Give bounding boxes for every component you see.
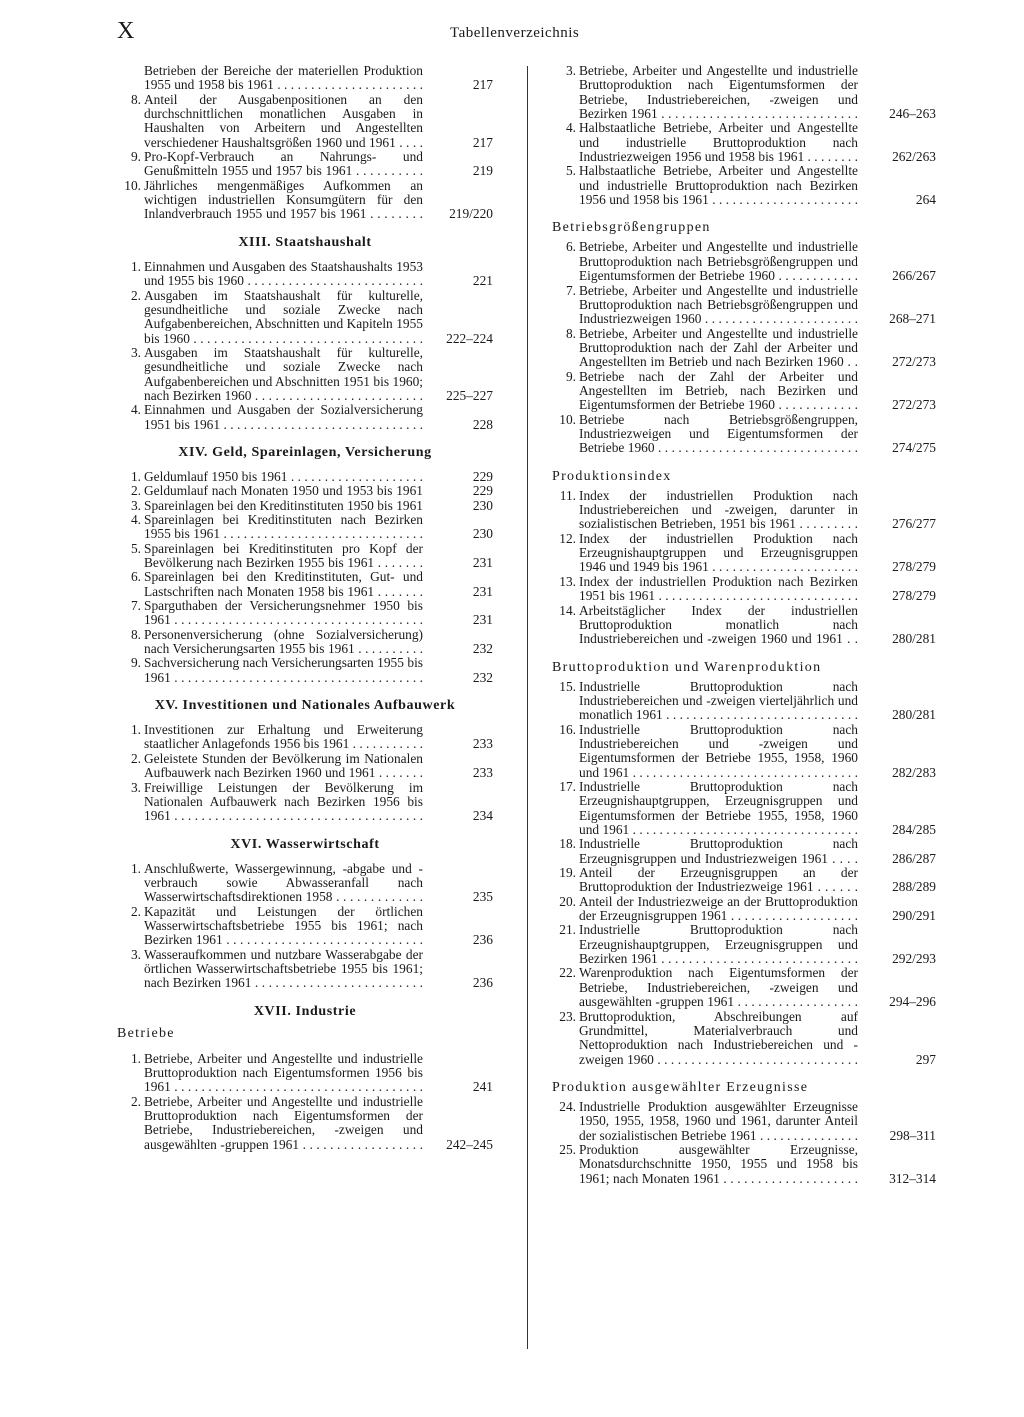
toc-entry (117, 64, 493, 93)
entry-title: Einnahmen und Ausgaben der Sozialversicherung 1951 bis 1961 . . . (144, 403, 423, 432)
toc-entry (117, 948, 493, 991)
entry-title: Arbeitstäglicher Index der industriellen Bruttoproduktion monatlich nach Industriebereichen und -zweigen 1960 und 1961 . . . (579, 604, 858, 647)
section-heading: XIII. Staatshaushalt (238, 234, 372, 250)
entry-page: 266/267 (892, 268, 936, 284)
toc-entry (117, 1095, 493, 1152)
entry-page: 236 (472, 932, 493, 948)
toc-entry (117, 1052, 493, 1095)
section-heading: XIV. Geld, Spareinlagen, Versicherung (178, 444, 432, 460)
entry-title: Anteil der Industriezweige an der Bruttoproduktion der Erzeugnisgruppen 1961 . . . (579, 895, 858, 924)
entry-title: Betriebe, Arbeiter und Angestellte und industrielle Bruttoproduktion nach Eigentumsformen der Betriebe, Industriebereichen, -zweigen und ausgewählten -gruppen 1961 . . . (144, 1095, 423, 1152)
entry-title: Spareinlagen bei den Kreditinstituten 1950 bis 1961 . . . (144, 499, 423, 513)
entry-title: Pro-Kopf-Verbrauch an Nahrungs- und Genußmitteln 1955 und 1957 bis 1961 . . . (144, 150, 423, 179)
entry-number: 13. (559, 573, 576, 589)
entry-title: Anschlußwerte, Wassergewinnung, -abgabe und -verbrauch sowie Abwasseranfall nach Wasserwirtschaftsdirektionen 1958 . . . (144, 862, 423, 905)
entry-number: 2. (130, 903, 141, 919)
toc-entry (117, 179, 493, 222)
entry-number: 7. (565, 282, 576, 298)
toc-entry (117, 470, 493, 484)
entry-title: Index der industriellen Produktion nach Bezirken 1951 bis 1961 . . . (579, 575, 858, 604)
entry-number: 2. (130, 287, 141, 303)
toc-entry (552, 532, 936, 575)
entry-number: 19. (559, 865, 576, 881)
entry-page: 312–314 (889, 1170, 936, 1186)
toc-entry (117, 499, 493, 513)
entry-title: Wasseraufkommen und nutzbare Wasserabgabe der örtlichen Wasserwirtschaftsbetriebe 1955 bis 1961; nach Bezirken 1961 . . . (144, 948, 423, 991)
entry-title: Betriebe nach der Zahl der Arbeiter und Angestellten im Betrieb, nach Bezirken und Eigentumsformen der Betriebe 1960 . . . (579, 370, 858, 413)
entry-title: Industrielle Bruttoproduktion nach Industriebereichen und -zweigen und Eigentumsformen der Betriebe 1955, 1958, 1960 und 1961 . . . (579, 723, 858, 780)
entry-number: 1. (130, 860, 141, 876)
toc-entry (552, 966, 936, 1009)
toc-entry (117, 346, 493, 403)
entry-title: Ausgaben im Staatshaushalt für kulturelle, gesundheitliche und soziale Zwecke nach Aufgabenbereichen und Abschnitten 1951 bis 1960; nach Bezirken 1960 . . . (144, 346, 423, 403)
toc-entry (552, 604, 936, 647)
entry-page: 235 (472, 889, 493, 905)
entry-title: Betriebe, Arbeiter und Angestellte und industrielle Bruttoproduktion nach Betriebsgrößengruppen und Industriezweigen 1960 . . . (579, 284, 858, 327)
entry-title: Industrielle Bruttoproduktion nach Erzeugnishauptgruppen, Erzeugnisgruppen und Bezirken 1961 . . . (579, 923, 858, 966)
entry-title: Sachversicherung nach Versicherungsarten 1955 bis 1961 . . . (144, 656, 423, 685)
entry-number: 4. (130, 512, 141, 527)
toc-entry (117, 150, 493, 179)
toc-entry (117, 656, 493, 685)
toc-entry (552, 837, 936, 866)
entry-title: Investitionen zur Erhaltung und Erweiterung staatlicher Anlagefonds 1956 bis 1961 . . . (144, 723, 423, 752)
entry-number: 12. (559, 530, 576, 546)
entry-page: 282/283 (892, 764, 936, 780)
subsection-heading: Produktionsindex (552, 468, 672, 484)
entry-page: 246–263 (889, 106, 936, 122)
entry-number: 1. (130, 1050, 141, 1066)
entry-page: 278/279 (892, 588, 936, 604)
subsection-heading: Produktion ausgewählter Erzeugnisse (552, 1079, 809, 1095)
entry-title: Jährliches mengenmäßiges Aufkommen an wichtigen industriellen Konsumgütern für den Inlandverbrauch 1955 und 1957 bis 1961 . . . (144, 179, 423, 222)
entry-number: 15. (559, 678, 576, 694)
toc-entry (552, 1100, 936, 1143)
entry-title: Industrielle Bruttoproduktion nach Erzeugnisgruppen und Industriezweigen 1961 . . . (579, 837, 858, 866)
entry-number: 3. (565, 63, 576, 78)
entry-number: 24. (559, 1098, 576, 1114)
entry-page: 268–271 (889, 311, 936, 327)
entry-page: 229 (472, 483, 493, 499)
entry-title: Spareinlagen bei den Kreditinstituten, Gut- und Lastschriften nach Monaten 1958 bis 1961 . . . (144, 570, 423, 599)
toc-entry (552, 1010, 936, 1067)
toc-entry (117, 289, 493, 346)
toc-entry (552, 121, 936, 164)
entry-number: 1. (130, 722, 141, 738)
subsection-heading: Bruttoproduktion und Warenproduktion (552, 659, 822, 675)
entry-page: 230 (472, 497, 493, 513)
entry-title: Industrielle Bruttoproduktion nach Industriebereichen und -zweigen vierteljährlich und monatlich 1961 . . . (579, 680, 858, 723)
column-divider (527, 66, 528, 1349)
entry-page: 233 (472, 765, 493, 781)
entry-title: Halbstaatliche Betriebe, Arbeiter und Angestellte und industrielle Bruttoproduktion nach Industriezweigen 1956 und 1958 bis 1961 . . . (579, 121, 858, 164)
entry-page: 262/263 (892, 149, 936, 165)
toc-entry (117, 93, 493, 150)
entry-number: 6. (565, 239, 576, 255)
entry-title: Freiwillige Leistungen der Bevölkerung im Nationalen Aufbauwerk nach Bezirken 1956 bis 1961 . . . (144, 781, 423, 824)
section-heading: XVI. Wasserwirtschaft (230, 836, 380, 852)
entry-title: Anteil der Ausgabenpositionen an den durchschnittlichen monatlichen Ausgaben in Haushalten von Arbeitern und Angestellten verschiedener Haushaltsgrößen 1960 und 1961 . . . (144, 93, 423, 150)
entry-page: 242–245 (446, 1136, 493, 1152)
toc-entry (552, 680, 936, 723)
entry-number: 4. (565, 120, 576, 136)
entry-number: 11. (559, 487, 576, 503)
toc-entry (552, 327, 936, 370)
entry-title: Kapazität und Leistungen der örtlichen Wasserwirtschaftsbetriebe 1955 bis 1961; nach Bezirken 1961 . . . (144, 905, 423, 948)
entry-number: 3. (130, 779, 141, 795)
entry-title: Index der industriellen Produktion nach Industriebereichen und -zweigen, darunter in sozialistischen Betrieben, 1951 bis 1961 . . . (579, 489, 858, 532)
entry-number: 10. (559, 411, 576, 427)
entry-number: 21. (559, 922, 576, 938)
toc-entry (552, 164, 936, 207)
entry-page: 219 (472, 163, 493, 179)
toc-entry (552, 723, 936, 780)
entry-title: Industrielle Produktion ausgewählter Erzeugnisse 1950, 1955, 1958, 1960 und 1961, darunter Anteil der sozialistischen Betriebe 1961 . . . (579, 1100, 858, 1143)
entry-title: Betriebe, Arbeiter und Angestellte und industrielle Bruttoproduktion nach Eigentumsformen 1956 bis 1961 . . . (144, 1052, 423, 1095)
entry-page: 222–224 (446, 330, 493, 346)
entry-page: 217 (472, 134, 493, 150)
toc-entry (117, 752, 493, 781)
entry-page: 292/293 (892, 951, 936, 967)
entry-title: Betrieben der Bereiche der materiellen Produktion 1955 und 1958 bis 1961 . . . (144, 64, 423, 93)
entry-title: Warenproduktion nach Eigentumsformen der Betriebe, Industriebereichen, -zweigen und ausgewählten -gruppen 1961 . . . (579, 966, 858, 1009)
entry-number: 4. (130, 402, 141, 418)
entry-number: 2. (130, 750, 141, 766)
toc-entry (552, 923, 936, 966)
entry-page: 272/273 (892, 397, 936, 413)
page-number: X (117, 18, 136, 44)
entry-page: 297 (915, 1051, 936, 1067)
entry-title: Einnahmen und Ausgaben des Staatshaushalts 1953 und 1955 bis 1960 . . . (144, 260, 423, 289)
entry-title: Industrielle Bruttoproduktion nach Erzeugnishauptgruppen, Erzeugnisgruppen und Eigentumsformen der Betriebe 1955, 1958, 1960 und 1961 . . . (579, 780, 858, 837)
entry-page: 221 (472, 273, 493, 289)
entry-page: 231 (472, 612, 493, 628)
entry-page: 288/289 (892, 879, 936, 895)
entry-page: 230 (472, 526, 493, 542)
entry-title: Personenversicherung (ohne Sozialversicherung) nach Versicherungsarten 1955 bis 1961 . . . (144, 628, 423, 657)
entry-number: 1. (130, 258, 141, 274)
entry-number: 20. (559, 893, 576, 909)
toc-entry (552, 370, 936, 413)
toc-entry (117, 862, 493, 905)
entry-title: Sparguthaben der Versicherungsnehmer 1950 bis 1961 . . . (144, 599, 423, 628)
entry-number: 8. (565, 325, 576, 341)
entry-number: 10. (124, 177, 141, 193)
toc-entry (552, 64, 936, 121)
entry-number: 9. (565, 368, 576, 384)
entry-page: 234 (472, 808, 493, 824)
entry-page: 232 (472, 669, 493, 685)
toc-entry (552, 575, 936, 604)
entry-page: 286/287 (892, 850, 936, 866)
entry-number: 16. (559, 721, 576, 737)
right-column (552, 64, 936, 1186)
entry-page: 229 (472, 468, 493, 484)
entry-number: 18. (559, 836, 576, 852)
entry-title: Halbstaatliche Betriebe, Arbeiter und Angestellte und industrielle Bruttoproduktion nach Bezirken 1956 und 1958 bis 1961 . . . (579, 164, 858, 207)
entry-page: 219/220 (449, 206, 493, 222)
entry-page: 274/275 (892, 440, 936, 456)
entry-title: Bruttoproduktion, Abschreibungen auf Grundmittel, Materialverbrauch und Nettoproduktion nach Industriebereichen und -zweigen 1960 . . . (579, 1010, 858, 1067)
entry-page: 298–311 (889, 1127, 936, 1143)
toc-entry (117, 570, 493, 599)
entry-title: Geleistete Stunden der Bevölkerung im Nationalen Aufbauwerk nach Bezirken 1960 und 1961 . . . (144, 752, 423, 781)
toc-entry (117, 513, 493, 542)
entry-title: Index der industriellen Produktion nach Erzeugnishauptgruppen und Erzeugnisgruppen 1946 und 1949 bis 1961 . . . (579, 532, 858, 575)
toc-entry (117, 484, 493, 498)
section-heading: XVII. Industrie (253, 1003, 357, 1019)
toc-entry (117, 403, 493, 432)
entry-page: 290/291 (892, 908, 936, 924)
entry-number: 25. (559, 1141, 576, 1157)
entry-page: 294–296 (889, 994, 936, 1010)
entry-number: 14. (559, 602, 576, 618)
entry-page: 241 (472, 1079, 493, 1095)
entry-page: 231 (472, 555, 493, 571)
entry-number: 2. (130, 483, 141, 499)
toc-entry (117, 781, 493, 824)
entry-title: Betriebe, Arbeiter und Angestellte und industrielle Bruttoproduktion nach Eigentumsformen der Betriebe, Industriebereichen, -zweigen und Bezirken 1961 . . . (579, 64, 858, 121)
entry-number: 2. (130, 1093, 141, 1109)
entry-number: 7. (130, 598, 141, 614)
entry-number: 9. (130, 149, 141, 165)
entry-page: 280/281 (892, 707, 936, 723)
entry-number: 23. (559, 1008, 576, 1024)
toc-entry (552, 240, 936, 283)
entry-number: 17. (559, 778, 576, 794)
toc-entry (117, 599, 493, 628)
toc-entry (552, 413, 936, 456)
entry-page: 225–227 (446, 387, 493, 403)
toc-entry (552, 489, 936, 532)
entry-title: Anteil der Erzeugnisgruppen an der Bruttoproduktion der Industriezweige 1961 . . . (579, 866, 858, 895)
entry-number: 3. (130, 497, 141, 513)
toc-entry (552, 284, 936, 327)
entry-title: Spareinlagen bei Kreditinstituten pro Kopf der Bevölkerung nach Bezirken 1955 bis 1961 . . . (144, 542, 423, 571)
entry-page: 264 (915, 192, 936, 208)
left-column (117, 64, 493, 1152)
entry-title: Spareinlagen bei Kreditinstituten nach Bezirken 1955 bis 1961 . . . (144, 513, 423, 542)
toc-entry (117, 628, 493, 657)
subsection-heading: Betriebe (117, 1025, 175, 1041)
entry-title: Betriebe, Arbeiter und Angestellte und industrielle Bruttoproduktion nach der Zahl der Arbeiter und Angestellten im Betrieb und nach Bezirken 1960 . . . (579, 327, 858, 370)
toc-entry (552, 1143, 936, 1186)
entry-number: 8. (130, 626, 141, 642)
entry-number: 3. (130, 344, 141, 360)
entry-title: Geldumlauf 1950 bis 1961 . . . (144, 470, 423, 484)
toc-entry (117, 905, 493, 948)
entry-page: 232 (472, 641, 493, 657)
entry-number: 5. (130, 540, 141, 556)
entry-number: 9. (130, 655, 141, 671)
entry-page: 272/273 (892, 354, 936, 370)
running-title: Tabellenverzeichnis (450, 25, 580, 41)
toc-entry (117, 723, 493, 752)
entry-title: Betriebe nach Betriebsgrößengruppen, Industriezweigen und Eigentumsformen der Betriebe 1960 . . . (579, 413, 858, 456)
entry-title: Geldumlauf nach Monaten 1950 und 1953 bis 1961 . . . (144, 484, 423, 498)
entry-number: 3. (130, 946, 141, 962)
entry-page: 276/277 (892, 516, 936, 532)
toc-entry (117, 260, 493, 289)
entry-page: 280/281 (892, 631, 936, 647)
toc-entry (552, 866, 936, 895)
entry-title: Ausgaben im Staatshaushalt für kulturelle, gesundheitliche und soziale Zwecke nach Aufgabenbereichen, Abschnitten und Kapiteln 1955 bis 1960 . . . (144, 289, 423, 346)
entry-number: 5. (565, 163, 576, 179)
entry-number: 1. (130, 468, 141, 484)
entry-page: 228 (472, 416, 493, 432)
entry-number: 6. (130, 569, 141, 585)
entry-page: 236 (472, 975, 493, 991)
entry-number: 8. (130, 91, 141, 107)
entry-page: 233 (472, 736, 493, 752)
subsection-heading: Betriebsgrößengruppen (552, 220, 711, 236)
toc-entry (552, 780, 936, 837)
entry-page: 284/285 (892, 822, 936, 838)
toc-entry (552, 895, 936, 924)
toc-entry (117, 542, 493, 571)
entry-page: 278/279 (892, 559, 936, 575)
entry-title: Produktion ausgewählter Erzeugnisse, Monatsdurchschnitte 1950, 1955 und 1958 bis 1961; nach Monaten 1961 . . . (579, 1143, 858, 1186)
entry-page: 231 (472, 583, 493, 599)
entry-page: 217 (472, 77, 493, 93)
entry-number: 22. (559, 965, 576, 981)
section-heading: XV. Investitionen und Nationales Aufbauwerk (154, 698, 456, 714)
entry-title: Betriebe, Arbeiter und Angestellte und industrielle Bruttoproduktion nach Betriebsgrößengruppen und Eigentumsformen der Betriebe 1960 . . . (579, 240, 858, 283)
